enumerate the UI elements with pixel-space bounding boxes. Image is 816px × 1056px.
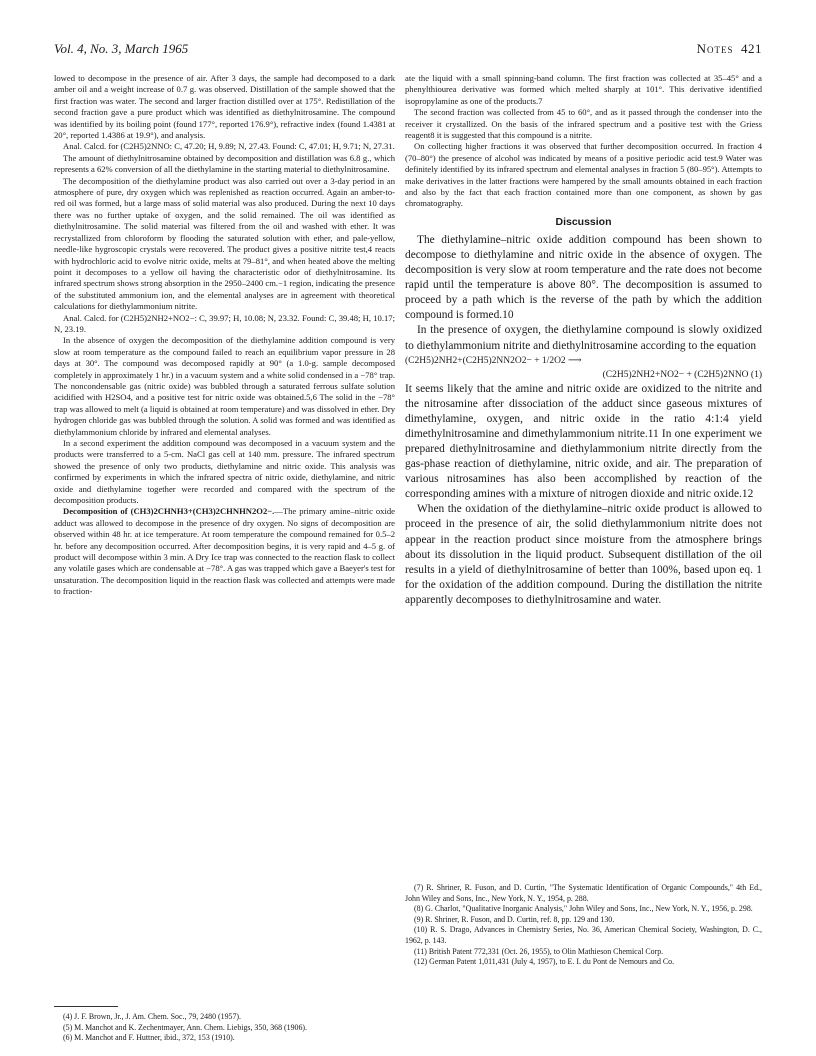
subsection-paragraph <box>54 506 395 597</box>
running-head <box>697 41 762 57</box>
footnote: (10) R. S. Drago, Advances in Chemistry Series, No. 36, American Chemical Society, Washington, D. C., 1962, p. 143. <box>405 925 762 945</box>
experimental-continued <box>405 73 762 210</box>
discussion-body <box>405 233 762 354</box>
page-header <box>54 41 762 57</box>
paragraph: ate the liquid with a small spinning-band column. The first fraction was collected at 35–45° and a phenylthiourea derivative was formed which melted sharply at 101°. This derivative identified isopropylamine as one of the products.7 <box>405 73 762 106</box>
paragraph: The diethylamine–nitric oxide addition compound has been shown to decompose to diethylamine and nitric oxide in the absence of oxygen. The decomposition is very slow at room temperature and the rate does not become rapid until the temperature is above 80°. The decomposition is assumed to proceed by a path which is the reverse of the path by which the addition compound is formed.10 <box>405 233 762 322</box>
footnotes-left <box>54 1012 395 1044</box>
subsection-text: —The primary amine–nitric oxide adduct was allowed to decompose in the presence of dry oxygen. No signs of decomposition are observed within 48 hr. at ice temperature. At room temperature the compound remained for 0.5–2 hr. before any decomposition occurred. After decomposition begins, it is very rapid and 4–5 g. of product will decompose within 3 min. A Dry Ice trap was connected to the reaction flask to collect any volatile gases which are condensable at −78°. A gas was trapped which gave a Baeyer's test for unsaturation. The decomposition liquid in the reaction flask was collected and attempts were made to fraction- <box>54 506 395 597</box>
subsection-heading: Decomposition of (CH3)2CHNH3+(CH3)2CHNHN2O2−. <box>63 506 275 517</box>
footnote: (5) M. Manchot and K. Zechentmayer, Ann. Chem. Liebigs, 350, 368 (1906). <box>63 1022 308 1032</box>
paragraph: The second fraction was collected from 45 to 60°, and as it passed through the condenser into the receiver it crystallized. On the basis of the infrared spectrum and a positive test with the Griess reagent8 it is suggested that this compound is a nitrite. <box>405 107 762 141</box>
analysis-line: Anal. Calcd. for (C2H5)2NH2+NO2−: C, 39.97; H, 10.08; N, 23.32. Found: C, 39.48; H, 10.17; N, 23.19. <box>54 312 395 334</box>
paragraph: When the oxidation of the diethylamine–nitric oxide product is allowed to proceed in the presence of air, the solid diethylammonium nitrite does not appear in the reaction product since moisture from the atmosphere brings about its dissolution in the liquid product. Subsequent distillation of the oil results in a yield of diethylnitrosamine of better than 100%, based upon eq. 1 for the oxidation of the addition compound. During the distillation the nitrite apparently decomposes to diethylnitrosamine and water. <box>405 503 762 606</box>
footnote: (6) M. Manchot and F. Huttner, ibid., 372, 153 (1910). <box>63 1033 235 1043</box>
footnote: (8) G. Charlot, "Qualitative Inorganic Analysis," John Wiley and Sons, Inc., New York, N. Y., 1956, p. 298. <box>414 904 753 914</box>
discussion-body-continued <box>405 382 762 608</box>
right-column <box>405 73 762 608</box>
page-number: 421 <box>741 41 762 56</box>
left-column <box>54 73 395 598</box>
paragraph: In the absence of oxygen the decomposition of the diethylamine addition compound is very slow at room temperature as the compound failed to reach an equilibrium vapor pressure in 28 days at 30°. The compound was decomposed rapidly at 90° (a 1.0-g. sample decomposed completely in approximately 1 hr.) in a vacuum system and a white solid condensed in a −78° trap. The noncondensable gas (nitric oxide) was bubbled through a saturated ferrous sulfate solution acidified with H2SO4, and a positive test for nitric oxide was obtained.5,6 The solid in the −78° trap was allowed to melt (a liquid is obtained at room temperature) and was dissolved in ether. Dry hydrogen chloride gas was bubbled through the solution. A solid was formed and was identified as diethylammonium chloride by infrared and elemental analyses. <box>54 335 395 437</box>
footnotes-right <box>405 883 762 968</box>
journal-info: Vol. 4, No. 3, March 1965 <box>54 41 189 56</box>
footnote: (11) British Patent 772,331 (Oct. 26, 1955), to Olin Mathieson Chemical Corp. <box>414 946 664 956</box>
paragraph: The amount of diethylnitrosamine obtained by decomposition and distillation was 6.8 g., which represents a 62% conversion of all the diethylamine in the starting material to diethylnitrosamine. <box>54 152 395 175</box>
equation-line: (C2H5)2NH2+NO2− + (C2H5)2NNO (1) <box>602 369 762 380</box>
discussion-heading: Discussion <box>555 215 612 228</box>
footnote: (9) R. Shriner, R. Fuson, and D. Curtin, ref. 8, pp. 129 and 130. <box>414 914 615 924</box>
footnote: (4) J. F. Brown, Jr., J. Am. Chem. Soc., 79, 2480 (1957). <box>63 1012 242 1021</box>
equation-1 <box>405 354 762 382</box>
footnote: (7) R. Shriner, R. Fuson, and D. Curtin, "The Systematic Identification of Organic Compounds," 4th Ed., John Wiley and Sons, Inc., New York, N. Y., 1954, p. 288. <box>405 883 762 903</box>
analysis-line: Anal. Calcd. for (C2H5)2NNO: C, 47.20; H, 9.89; N, 27.43. Found: C, 47.01; H, 9.71; N, 27.31. <box>63 141 395 152</box>
footnote-rule <box>54 1006 118 1007</box>
footnote: (12) German Patent 1,011,431 (July 4, 1957), to E. I. du Pont de Nemours and Co. <box>414 957 675 967</box>
equation-line: (C2H5)2NH2+(C2H5)2NN2O2− + 1/2O2 ⟶ <box>405 355 582 366</box>
paragraph: In the presence of oxygen, the diethylamine compound is slowly oxidized to diethylammonium nitrite and diethylnitrosamine according to the equation <box>405 324 762 352</box>
paragraph: The decomposition of the diethylamine product was also carried out over a 3-day period in an atmosphere of pure, dry oxygen which was replenished as reaction occurred. Again an amber-to-red oil was formed, but a large mass of solid material was also produced. During the next 10 days there was no further uptake of oxygen, and the solid remained. The oil was identified as diethylnitrosamine. The solid material was filtered from the oil and washed with ether. It was recrystallized from chloroform by flooding the saturated solution with ether, and pale-yellow, needle-like hygroscopic crystals were recovered. The product gives a positive nitrite test,4 reacts with hydrochloric acid to evolve nitric oxide, melts at 79–81°, and when heated above the melting point it decomposes to a yellow oil having the characteristic odor of diethylnitrosamine. Its infrared spectrum shows strong absorption in the 2950–2400 cm.−1 region, indicating the presence of the substituted ammonium ion, and the elemental analyses are in agreement with theoretical calculations for diethylammonium nitrite. <box>54 175 395 312</box>
paragraph: On collecting higher fractions it was observed that further decomposition occurred. In fraction 4 (70–80°) the presence of alcohol was indicated by means of a positive periodic acid test.9 Water was definitely identified by its infrared spectrum and elemental analyses in fraction 5 (80–95°). Attempts to make derivatives in the latter fractions were hampered by the small amounts obtained in each fraction and also by the fact that each fraction contained more than one component, as shown by gas chromatography. <box>405 141 762 209</box>
paragraph: lowed to decompose in the presence of air. After 3 days, the sample had decomposed to a dark amber oil and a weight increase of 0.7 g. was observed. Distillation of the sample showed that the first fraction was water. The second and larger fraction distilled over at 175°. Redistillation of the second fraction gave a pure product which was identified as diethylnitrosamine. The compound was identified by its boiling point (found 177°, reported 176.9°), refractive index (found 1.4381 at 20°, reported 1.4386 at 19.9°), and analysis. <box>54 73 395 141</box>
section-label: Notes <box>696 41 734 56</box>
paragraph: It seems likely that the amine and nitric oxide are oxidized to the nitrite and the nitrosamine after dissociation of the adduct since gaseous mixtures of dimethylamine, oxygen, and nitric oxide in the ratio 4:1:4 yield dimethylnitrosamine and dimethylammonium nitrite.11 In one experiment we prepared diethylnitrosamine and diethylammonium nitrite directly from the gas-phase reaction of diethylamine, nitric oxide, and air. The preparation of various nitrosamines has also been accomplished by reaction of the corresponding amines with a mixture of nitrogen dioxide and nitric oxide.12 <box>405 382 762 501</box>
paragraph: In a second experiment the addition compound was decomposed in a vacuum system and the products were transferred to a 5-cm. NaCl gas cell at 140 mm. pressure. The infrared spectrum showed the presence of only two products, diethylamine and nitric oxide. This analysis was confirmed by experiments in which the infrared spectra of nitric oxide, diethylamine, and nitric oxide and diethylamine together were recorded and compared with the spectrum of the decomposition products. <box>54 438 395 506</box>
